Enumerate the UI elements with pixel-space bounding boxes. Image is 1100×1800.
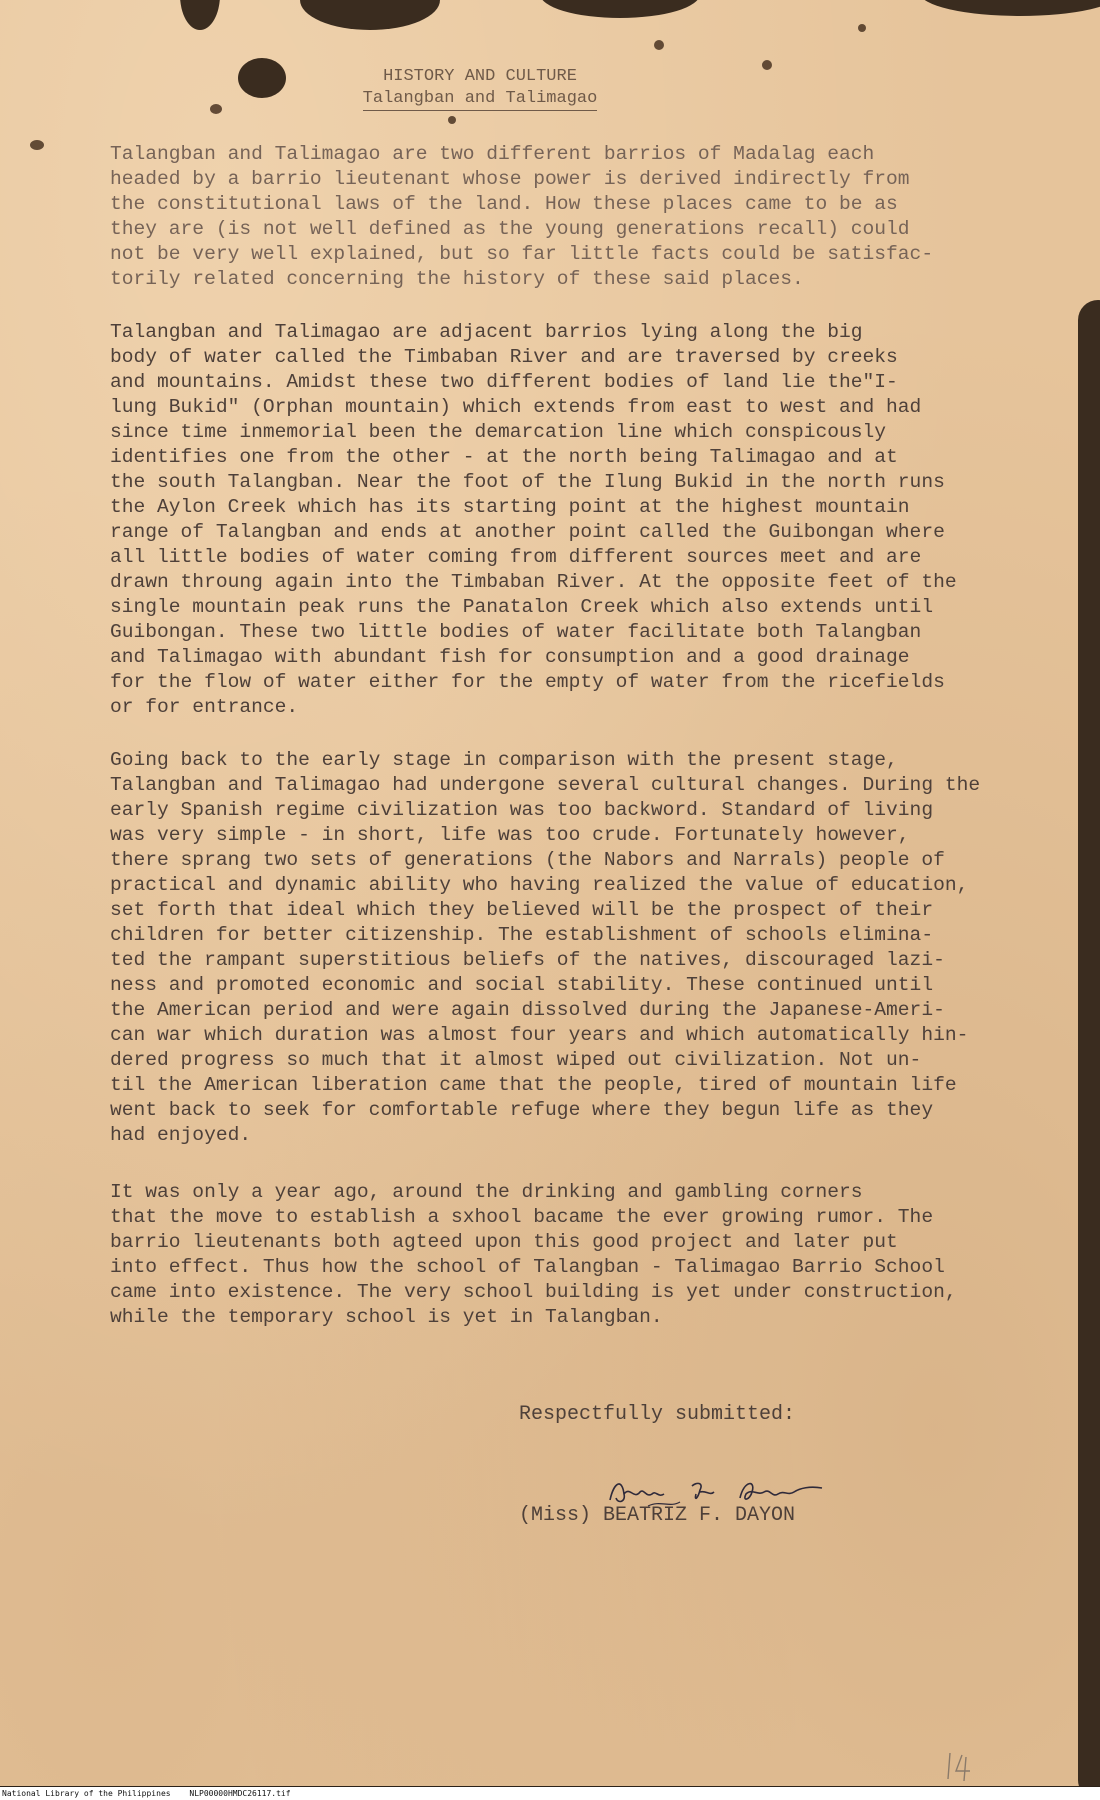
text-line: set forth that ideal which they believed will be the prospect of their — [110, 899, 934, 921]
text-line: the Aylon Creek which has its starting point at the highest mountain — [110, 496, 910, 518]
text-line: body of water called the Timbaban River and are traversed by creeks — [110, 346, 898, 368]
text-line: Going back to the early stage in comparison with the present stage, — [110, 749, 898, 771]
paragraph-culture — [110, 748, 1010, 1148]
text-line: drawn throung again into the Timbaban River. At the opposite feet of the — [110, 571, 957, 593]
torn-edge — [1078, 300, 1100, 1786]
text-line: that the move to establish a sxhool bacame the ever growing rumor. The — [110, 1206, 934, 1228]
text-line: lung Bukid" (Orphan mountain) which extends from east to west and had — [110, 396, 922, 418]
text-line: they are (is not well defined as the young generations recall) could — [110, 218, 910, 240]
torn-hole — [238, 58, 286, 98]
torn-hole — [300, 0, 440, 30]
text-line: not be very well explained, but so far little facts could be satisfac- — [110, 243, 934, 265]
stain-spot — [30, 140, 44, 150]
text-line: Talangban and Talimagao had undergone several cultural changes. During the — [110, 774, 981, 796]
text-line: was very simple - in short, life was too crude. Fortunately however, — [110, 824, 910, 846]
text-line: the south Talangban. Near the foot of the Ilung Bukid in the north runs — [110, 471, 945, 493]
text-line: single mountain peak runs the Panatalon Creek which also extends until — [110, 596, 934, 618]
text-line: while the temporary school is yet in Talangban. — [110, 1306, 663, 1328]
text-line: or for entrance. — [110, 696, 299, 718]
stain-spot — [654, 40, 664, 50]
text-line: dered progress so much that it almost wiped out civilization. Not un- — [110, 1049, 922, 1071]
archive-institution: National Library of the Philippines — [2, 1789, 171, 1798]
text-line: all little bodies of water coming from different sources meet and are — [110, 546, 922, 568]
archive-footer — [0, 1787, 1100, 1800]
text-line: had enjoyed. — [110, 1124, 252, 1146]
text-line: headed by a barrio lieutenant whose power is derived indirectly from — [110, 168, 910, 190]
text-line: came into existence. The very school building is yet under construction, — [110, 1281, 957, 1303]
text-line: Talangban and Talimagao are adjacent barrios lying along the big — [110, 321, 863, 343]
text-line: practical and dynamic ability who having realized the value of education, — [110, 874, 969, 896]
text-line: Talangban and Talimagao are two different barrios of Madalag each — [110, 143, 875, 165]
text-line: children for better citizenship. The establishment of schools elimina- — [110, 924, 934, 946]
text-line: the constitutional laws of the land. How these places came to be as — [110, 193, 898, 215]
stain-spot — [210, 104, 222, 114]
text-line: early Spanish regime civilization was too backword. Standard of living — [110, 799, 934, 821]
text-line: for the flow of water either for the empty of water from the ricefields — [110, 671, 945, 693]
text-line: and mountains. Amidst these two different bodies of land lie the"I- — [110, 371, 898, 393]
paragraph-history — [110, 142, 1010, 292]
document-subtitle: Talangban and Talimagao — [363, 88, 598, 111]
text-line: ted the rampant superstitious beliefs of the natives, discouraged lazi- — [110, 949, 945, 971]
text-line: the American period and were again dissolved during the Japanese-Ameri- — [110, 999, 945, 1021]
stain-spot — [762, 60, 772, 70]
torn-hole — [920, 0, 1100, 16]
text-line: into effect. Thus how the school of Talangban - Talimagao Barrio School — [110, 1256, 945, 1278]
torn-hole — [180, 0, 220, 30]
text-line: can war which duration was almost four years and which automatically hin- — [110, 1024, 969, 1046]
text-line: there sprang two sets of generations (the Nabors and Narrals) people of — [110, 849, 945, 871]
text-line: went back to seek for comfortable refuge where they begun life as they — [110, 1099, 934, 1121]
stain-spot — [448, 116, 456, 124]
torn-hole — [540, 0, 700, 18]
signer-name: (Miss) BEATRIZ F. DAYON — [519, 1504, 796, 1527]
archive-file-id: NLP00000HMDC26117.tif — [189, 1789, 291, 1798]
text-line: barrio lieutenants both agteed upon this good project and later put — [110, 1231, 898, 1253]
closing-line: Respectfully submitted: — [519, 1403, 796, 1426]
paragraph-school — [110, 1180, 1010, 1330]
text-line: til the American liberation came that the people, tired of mountain life — [110, 1074, 957, 1096]
text-line: torily related concerning the history of these said places. — [110, 268, 804, 290]
text-line: and Talimagao with abundant fish for consumption and a good drainage — [110, 646, 910, 668]
paragraph-geography — [110, 320, 1010, 720]
document-title: HISTORY AND CULTURE — [383, 67, 577, 86]
stain-spot — [858, 24, 866, 32]
text-line: identifies one from the other - at the north being Talimagao and at — [110, 446, 898, 468]
text-line: since time inmemorial been the demarcation line which conspicously — [110, 421, 887, 443]
text-line: range of Talangban and ends at another point called the Guibongan where — [110, 521, 945, 543]
pencil-page-number — [940, 1745, 990, 1785]
text-line: Guibongan. These two little bodies of water facilitate both Talangban — [110, 621, 922, 643]
text-line: ness and promoted economic and social stability. These continued until — [110, 974, 934, 996]
text-line: It was only a year ago, around the drinking and gambling corners — [110, 1181, 863, 1203]
document-header — [300, 66, 660, 111]
